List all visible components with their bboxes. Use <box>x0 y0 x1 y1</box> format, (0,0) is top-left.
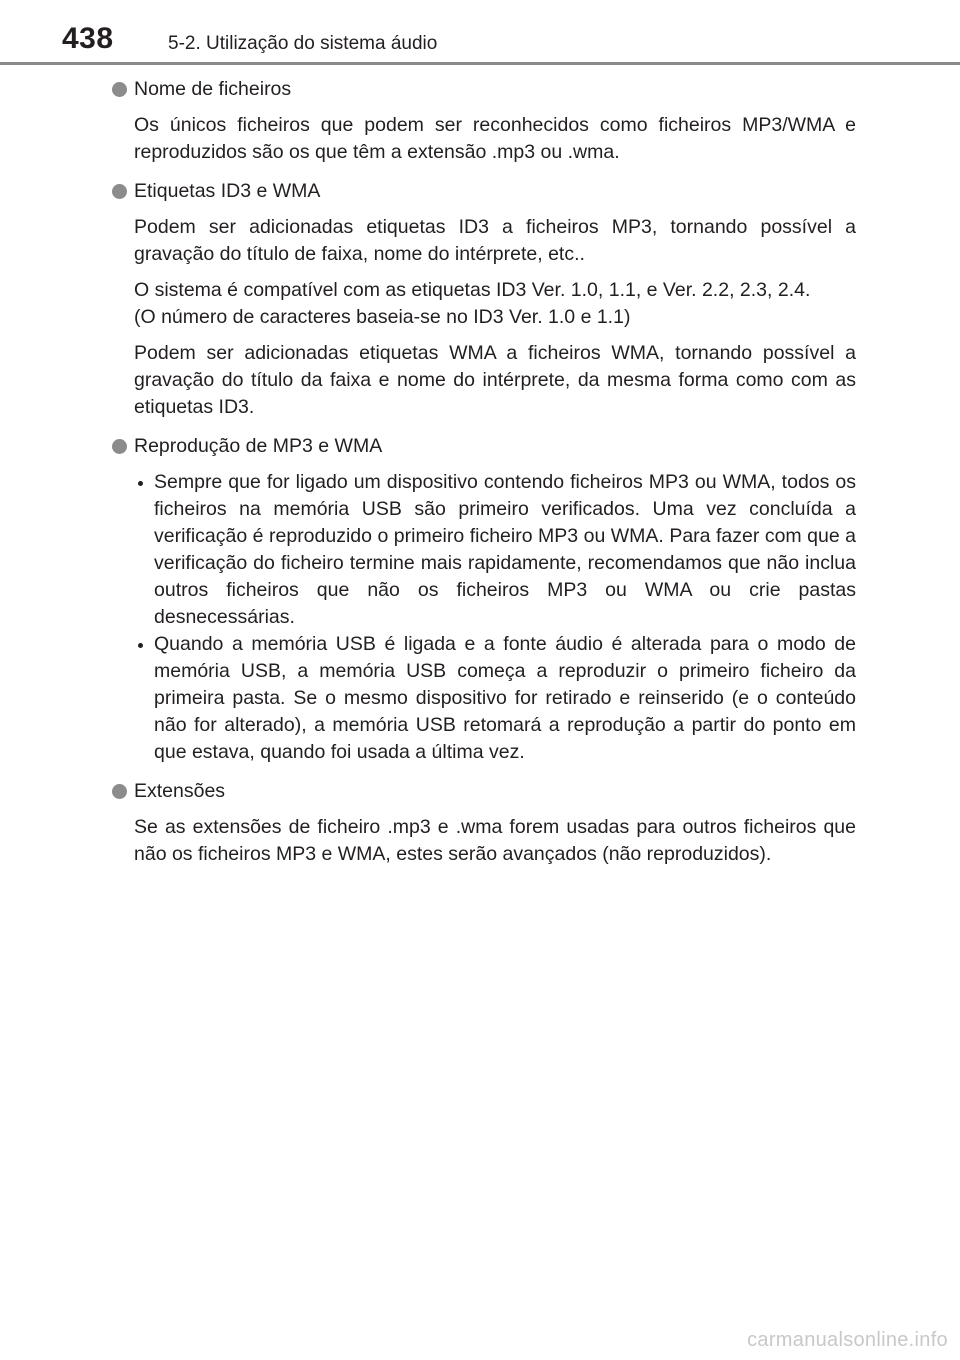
section-heading <box>112 778 856 805</box>
section-heading-text: Etiquetas ID3 e WMA <box>134 180 321 202</box>
list-item <box>134 469 856 631</box>
paragraph: O sistema é compatível com as etiquetas ID3 Ver. 1.0, 1.1, e Ver. 2.2, 2.3, 2.4. <box>134 279 811 301</box>
section-extensions <box>112 778 856 868</box>
section-id3-wma-tags <box>112 178 856 421</box>
section-heading-text: Nome de ficheiros <box>134 78 292 100</box>
bullet-list <box>134 469 856 766</box>
section-heading <box>112 76 856 103</box>
section-title: 5-2. Utilização do sistema áudio <box>168 33 438 54</box>
circle-bullet-icon <box>112 439 127 454</box>
circle-bullet-icon <box>112 784 127 799</box>
paragraph: Podem ser adicionadas etiquetas WMA a ficheiros WMA, tornando possível a gravação do título da faixa e nome do intérprete, da mesma forma como com as etiquetas ID3. <box>134 342 856 418</box>
list-item-text: Sempre que for ligado um dispositivo contendo ficheiros MP3 ou WMA, todos os ficheiros na memória USB são primeiro verificados. Uma vez concluída a verificação é reproduzido o primeiro ficheiro MP3 ou WMA. Para fazer com que a verificação do ficheiro termine mais rapidamente, recomendamos que não inclua outros ficheiros que não os ficheiros MP3 ou WMA ou crie pastas desnecessárias. <box>154 471 856 628</box>
list-item-text: Quando a memória USB é ligada e a fonte áudio é alterada para o modo de memória USB, a memória USB começa a reproduzir o primeiro ficheiro da primeira pasta. Se o mesmo dispositivo for retirado e reinserido (e o conteúdo não for alterado), a memória USB retomará a reprodução a partir do ponto em que estava, quando foi usada a última vez. <box>154 633 856 763</box>
page-content <box>112 76 856 880</box>
section-heading-text: Extensões <box>134 780 226 802</box>
section-heading-text: Reprodução de MP3 e WMA <box>134 435 383 457</box>
dot-bullet-icon <box>138 643 143 648</box>
watermark: carmanualsonline.info <box>747 1329 948 1351</box>
circle-bullet-icon <box>112 82 127 97</box>
page-header <box>0 0 960 68</box>
paragraph: (O número de caracteres baseia-se no ID3 Ver. 1.0 e 1.1) <box>134 306 631 328</box>
paragraph: Se as extensões de ficheiro .mp3 e .wma forem usadas para outros ficheiros que não os ficheiros MP3 e WMA, estes serão avançados (não reproduzidos). <box>134 816 856 865</box>
section-mp3-wma-playback <box>112 433 856 766</box>
section-heading <box>112 433 856 460</box>
page-number: 438 <box>62 22 114 55</box>
circle-bullet-icon <box>112 184 127 199</box>
paragraph: Os únicos ficheiros que podem ser reconhecidos como ficheiros MP3/WMA e reproduzidos são os que têm a extensão .mp3 ou .wma. <box>134 114 856 163</box>
header-divider <box>0 62 960 65</box>
section-heading <box>112 178 856 205</box>
section-file-names <box>112 76 856 166</box>
dot-bullet-icon <box>138 481 143 486</box>
paragraph: Podem ser adicionadas etiquetas ID3 a ficheiros MP3, tornando possível a gravação do título de faixa, nome do intérprete, etc.. <box>134 216 856 265</box>
list-item <box>134 631 856 766</box>
